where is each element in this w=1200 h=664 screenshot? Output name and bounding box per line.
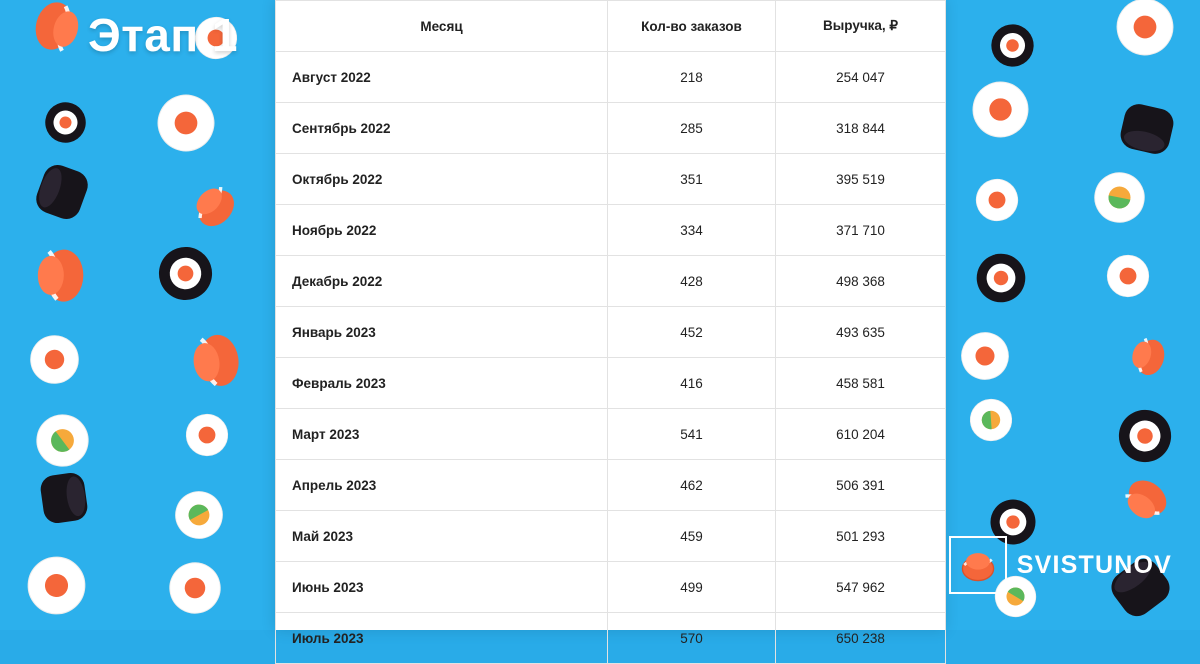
sushi-rice-icon: [23, 552, 89, 618]
cell-revenue: 547 962: [776, 562, 946, 613]
cell-month: Май 2023: [276, 511, 608, 562]
cell-revenue: 254 047: [776, 52, 946, 103]
cell-month: Декабрь 2022: [276, 256, 608, 307]
sushi-nori-icon: [964, 241, 1038, 315]
sushi-salmon-icon: [26, 242, 92, 308]
data-table-panel: [275, 0, 945, 646]
sushi-nori-icon: [35, 92, 97, 154]
sushi-noriDark-icon: [1110, 92, 1184, 166]
cell-revenue: 371 710: [776, 205, 946, 256]
sushi-salmon-icon: [1110, 465, 1181, 536]
table-row: [276, 562, 946, 613]
cell-month: Июнь 2023: [276, 562, 608, 613]
logo-text: SVISTUNOV: [1016, 550, 1172, 579]
cell-revenue: 395 519: [776, 154, 946, 205]
cell-orders: 570: [608, 613, 776, 664]
table-row: [276, 154, 946, 205]
table-row: [276, 613, 946, 664]
cell-month: Февраль 2023: [276, 358, 608, 409]
sushi-riceGreen-icon: [1087, 165, 1151, 229]
cell-month: Август 2022: [276, 52, 608, 103]
brand-logo: [949, 536, 1172, 594]
table-row: [276, 358, 946, 409]
cell-orders: 428: [608, 256, 776, 307]
sushi-nori-icon: [1104, 395, 1185, 476]
cell-revenue: 493 635: [776, 307, 946, 358]
table-row: [276, 460, 946, 511]
cell-month: Апрель 2023: [276, 460, 608, 511]
sushi-rice-icon: [1105, 253, 1152, 300]
cell-revenue: 610 204: [776, 409, 946, 460]
cell-orders: 452: [608, 307, 776, 358]
sushi-rice-icon: [1102, 0, 1188, 70]
cell-orders: 462: [608, 460, 776, 511]
column-header-orders: Кол-во заказов: [608, 1, 776, 52]
cell-orders: 334: [608, 205, 776, 256]
table-header-row: [276, 1, 946, 52]
cell-month: Январь 2023: [276, 307, 608, 358]
cell-month: Октябрь 2022: [276, 154, 608, 205]
sushi-rice-icon: [145, 82, 226, 163]
sushi-riceGreen-icon: [164, 480, 235, 551]
sushi-salmon-icon: [179, 171, 250, 242]
cell-month: Июль 2023: [276, 613, 608, 664]
table-body: [276, 52, 946, 664]
sushi-nori-icon: [982, 15, 1042, 75]
cell-orders: 416: [608, 358, 776, 409]
table-row: [276, 103, 946, 154]
table-header: [276, 1, 946, 52]
table-row: [276, 52, 946, 103]
sushi-rice-icon: [17, 322, 92, 397]
cell-orders: 351: [608, 154, 776, 205]
sushi-salmon-icon: [21, 0, 94, 64]
orders-revenue-table: [275, 0, 946, 664]
table-row: [276, 307, 946, 358]
table-row: [276, 409, 946, 460]
sushi-rice-icon: [969, 172, 1026, 229]
table-row: [276, 205, 946, 256]
column-header-month: Месяц: [276, 1, 608, 52]
sushi-rice-icon: [958, 67, 1043, 152]
cell-revenue: 506 391: [776, 460, 946, 511]
sushi-rice-icon: [951, 322, 1020, 391]
sushi-rice-icon: [175, 403, 240, 468]
cell-month: Март 2023: [276, 409, 608, 460]
cell-month: Сентябрь 2022: [276, 103, 608, 154]
cell-revenue: 498 368: [776, 256, 946, 307]
cell-orders: 499: [608, 562, 776, 613]
table-row: [276, 256, 946, 307]
page-title: Этап 1: [88, 9, 238, 61]
cell-month: Ноябрь 2022: [276, 205, 608, 256]
sushi-riceGreen-icon: [966, 395, 1015, 444]
sushi-salmon-icon: [179, 325, 251, 397]
sushi-rice-icon: [156, 549, 233, 626]
cell-revenue: 501 293: [776, 511, 946, 562]
sushi-roll-icon: [949, 536, 1007, 594]
table-row: [276, 511, 946, 562]
cell-revenue: 650 238: [776, 613, 946, 664]
cell-orders: 285: [608, 103, 776, 154]
cell-revenue: 458 581: [776, 358, 946, 409]
sushi-noriDark-icon: [22, 152, 101, 231]
cell-orders: 459: [608, 511, 776, 562]
sushi-noriDark-icon: [30, 464, 98, 532]
cell-orders: 218: [608, 52, 776, 103]
cell-orders: 541: [608, 409, 776, 460]
sushi-salmon-icon: [1119, 328, 1175, 384]
column-header-revenue: Выручка, ₽: [776, 1, 946, 52]
cell-revenue: 318 844: [776, 103, 946, 154]
sushi-nori-icon: [154, 242, 217, 305]
